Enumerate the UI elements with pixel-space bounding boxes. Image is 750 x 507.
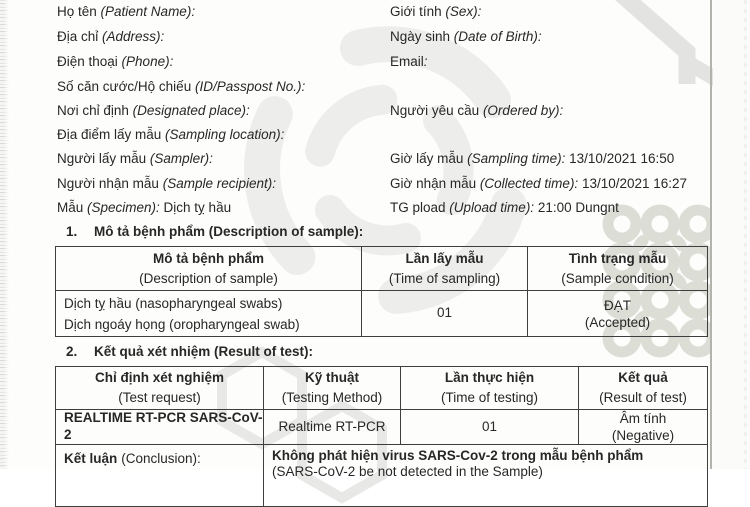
field-label-viet: Email [390, 54, 424, 69]
column-header-viet: Chỉ định xét nghiệm [94, 370, 224, 385]
field-value: 21:00 Dungnt [534, 200, 619, 215]
field-label-viet: Ngày sinh [390, 29, 451, 44]
field-label-viet: Nơi chỉ định [57, 103, 129, 118]
scan-edge-right-speckle [744, 0, 747, 469]
sample-table-header-row [56, 247, 708, 291]
result-line: Âm tính [619, 411, 667, 426]
column-header-viet: Lần thực hiện [444, 370, 535, 385]
section1-number: 1. [66, 224, 78, 239]
field-label-en: (Sampling location): [161, 127, 285, 142]
field-left-0 [57, 4, 195, 21]
condition-line: (Accepted) [584, 314, 651, 330]
column-header-en: (Description of sample) [139, 270, 278, 286]
field-right-1 [390, 29, 542, 46]
field-right-0 [390, 4, 481, 21]
scan-fold-line [710, 0, 712, 469]
column-header [56, 367, 264, 410]
field-label-en: (Collected time): [476, 176, 579, 191]
field-label-en: (Designated place): [128, 103, 250, 118]
conclusion-row [56, 445, 708, 507]
result-table-data-row [56, 410, 708, 445]
scan-edge-left [0, 0, 9, 469]
column-header [362, 247, 528, 291]
field-left-7 [57, 176, 276, 193]
field-label-viet: Người yêu cầu [390, 103, 480, 118]
field-left-1 [57, 29, 164, 46]
section2-number: 2. [66, 344, 78, 359]
field-label-viet: Giới tính [390, 4, 442, 19]
conclusion-text-cell [264, 445, 708, 507]
field-label-en: (Patient Name): [96, 4, 196, 19]
field-left-8 [57, 200, 231, 217]
column-header-viet: Lần lấy mẫu [405, 250, 484, 266]
column-header [528, 247, 708, 291]
sample-condition-cell [528, 291, 708, 337]
field-label-viet: Giờ lấy mẫu [390, 151, 464, 166]
field-value: 13/10/2021 16:27 [578, 176, 688, 191]
field-label-en: (Address): [98, 29, 165, 44]
field-left-6 [57, 151, 213, 168]
condition-line: ĐẠT [604, 297, 631, 313]
field-label-viet: Họ tên [57, 4, 97, 19]
field-label-en: (Sampling time): [463, 151, 566, 166]
description-line: Dịch tỵ hầu (nasopharyngeal swabs) [64, 295, 283, 311]
field-right-8 [390, 200, 619, 217]
sample-description-table [55, 246, 708, 337]
column-header [401, 367, 579, 410]
column-header-en: (Result of test) [599, 390, 687, 405]
column-header-en: (Time of sampling) [388, 270, 501, 286]
field-value: 13/10/2021 16:50 [565, 151, 675, 166]
field-label-en: (Specimen): [83, 200, 160, 215]
field-left-4 [57, 103, 250, 120]
field-label-viet: TG pload [390, 200, 446, 215]
field-label-viet: Người nhận mẫu [57, 176, 159, 191]
column-header-en: (Sample condition) [561, 270, 674, 286]
field-label-viet: Giờ nhận mẫu [390, 176, 477, 191]
section1-heading [66, 224, 363, 241]
field-right-7 [390, 176, 687, 193]
field-left-2 [57, 54, 173, 71]
field-right-4 [390, 103, 563, 120]
column-header [56, 247, 362, 291]
column-header-viet: Kỹ thuật [305, 370, 359, 385]
field-label-en: (Phone): [117, 54, 174, 69]
field-label-en: (Sampler): [146, 151, 213, 166]
result-table-header-row [56, 367, 708, 410]
time-of-sampling-cell: 01 [362, 291, 528, 337]
field-label-en: (Sample recipient): [158, 176, 276, 191]
field-label-viet: Số căn cước/Hộ chiếu [57, 79, 192, 94]
test-request-cell: REALTIME RT-PCR SARS-CoV-2 [56, 410, 264, 445]
field-label-en: (Date of Birth): [450, 29, 542, 44]
conclusion-label-viet: Kết luận [64, 451, 118, 466]
field-label-en: (ID/Passpost No.): [191, 79, 306, 94]
field-left-3 [57, 79, 305, 96]
testing-method-cell: Realtime RT-PCR [264, 410, 401, 445]
field-label-viet: Người lấy mẫu [57, 151, 147, 166]
conclusion-label-cell [56, 445, 264, 507]
conclusion-line-2: (SARS-CoV-2 be not detected in the Sample) [272, 464, 543, 479]
field-label-viet: Mẫu [57, 200, 84, 215]
field-label-viet: Địa chỉ [57, 29, 99, 44]
column-header-en: (Testing Method) [281, 390, 383, 405]
column-header-viet: Mô tả bệnh phẩm [153, 250, 264, 266]
result-cell [579, 410, 708, 445]
description-line: Dịch ngoáy họng (oropharyngeal swab) [64, 316, 300, 332]
column-header-en: (Time of testing) [440, 390, 539, 405]
column-header-en: (Test request) [118, 390, 201, 405]
section2-heading [66, 344, 313, 361]
column-header [264, 367, 401, 410]
section1-title: Mô tả bệnh phẩm (Description of sample): [94, 224, 364, 239]
result-line: (Negative) [611, 428, 675, 443]
field-label-viet: Địa điểm lấy mẫu [57, 127, 162, 142]
column-header-viet: Tình trạng mẫu [568, 250, 667, 266]
field-right-2 [390, 54, 428, 71]
field-label-en: (Upload time): [445, 200, 535, 215]
field-left-5 [57, 127, 284, 144]
field-label-en: : [423, 54, 428, 69]
column-header [579, 367, 708, 410]
time-of-testing-cell: 01 [401, 410, 579, 445]
conclusion-label-en: (Conclusion): [121, 451, 201, 466]
field-value: Dịch tỵ hầu [159, 200, 232, 215]
field-right-6 [390, 151, 674, 168]
field-label-viet: Điện thoại [57, 54, 118, 69]
field-label-en: (Sex): [441, 4, 482, 19]
field-label-en: (Ordered by): [479, 103, 564, 118]
sample-table-data-row [56, 291, 708, 337]
section2-title: Kết quả xét nhiệm (Result of test): [94, 344, 314, 359]
test-result-table [55, 366, 708, 507]
conclusion-line-1: Không phát hiện virus SARS-Cov-2 trong mẫu bệnh phẩm [272, 448, 644, 463]
description-cell [56, 291, 362, 337]
column-header-viet: Kết quả [618, 370, 668, 385]
